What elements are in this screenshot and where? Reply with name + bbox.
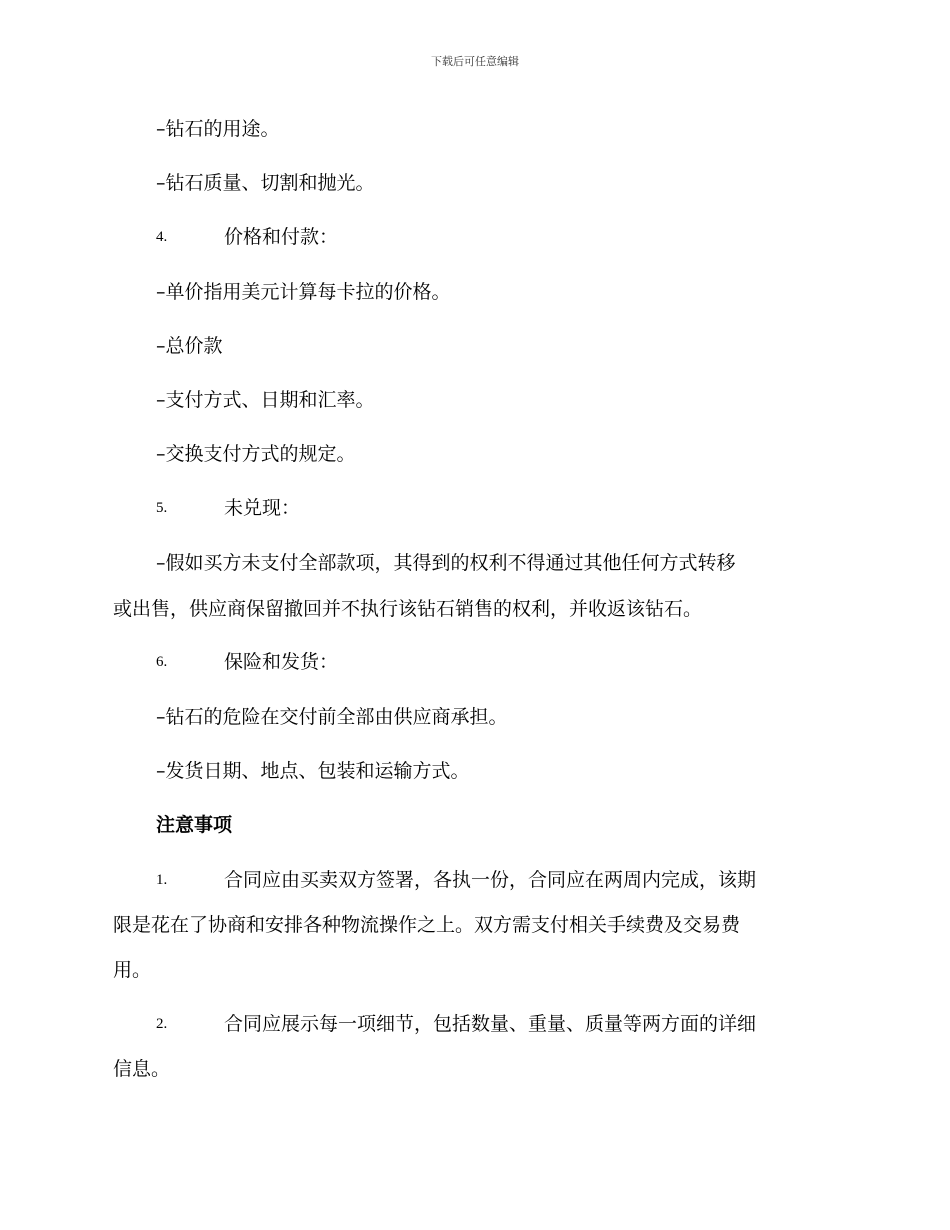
list-item-payment: –支付方式、日期和汇率。 xyxy=(156,389,375,411)
section-number-6: 6. xyxy=(156,654,168,670)
note-2-line-2: 信息。 xyxy=(113,1058,171,1080)
list-item-exchange: –交换支付方式的规定。 xyxy=(156,443,356,465)
page-header: 下载后可任意编辑 xyxy=(431,55,519,68)
list-item-risk: –钻石的危险在交付前全部由供应商承担。 xyxy=(156,706,508,728)
note-2-line-1: 合同应展示每一项细节，包括数量、重量、质量等两方面的详细 xyxy=(224,1013,757,1035)
note-1-line-2: 限是花在了协商和安排各种物流操作之上。双方需支付相关手续费及交易费 xyxy=(113,914,741,936)
section-title-price-payment: 价格和付款： xyxy=(224,226,339,248)
list-item-unit-price: –单价指用美元计算每卡拉的价格。 xyxy=(156,281,451,303)
note-number-2: 2. xyxy=(156,1016,168,1032)
notes-heading: 注意事项 xyxy=(156,814,233,836)
list-item-total: –总价款 xyxy=(156,335,223,357)
section-number-5: 5. xyxy=(156,500,168,516)
paragraph-unpaid-line-1: –假如买方未支付全部款项，其得到的权利不得通过其他任何方式转移 xyxy=(156,552,736,574)
note-number-1: 1. xyxy=(156,872,168,888)
section-title-insurance-shipping: 保险和发货： xyxy=(224,651,339,673)
paragraph-unpaid-line-2: 或出售，供应商保留撤回并不执行该钻石销售的权利，并收返该钻石。 xyxy=(113,598,703,620)
note-1-line-3: 用。 xyxy=(113,959,152,981)
list-item-shipping: –发货日期、地点、包装和运输方式。 xyxy=(156,760,470,782)
section-number-4: 4. xyxy=(156,229,168,245)
section-title-unfulfilled: 未兑现： xyxy=(224,497,301,519)
note-1-line-1: 合同应由买卖双方签署，各执一份，合同应在两周内完成，该期 xyxy=(224,869,757,891)
list-item-quality: –钻石质量、切割和抛光。 xyxy=(156,172,375,194)
list-item-use: –钻石的用途。 xyxy=(156,118,280,140)
